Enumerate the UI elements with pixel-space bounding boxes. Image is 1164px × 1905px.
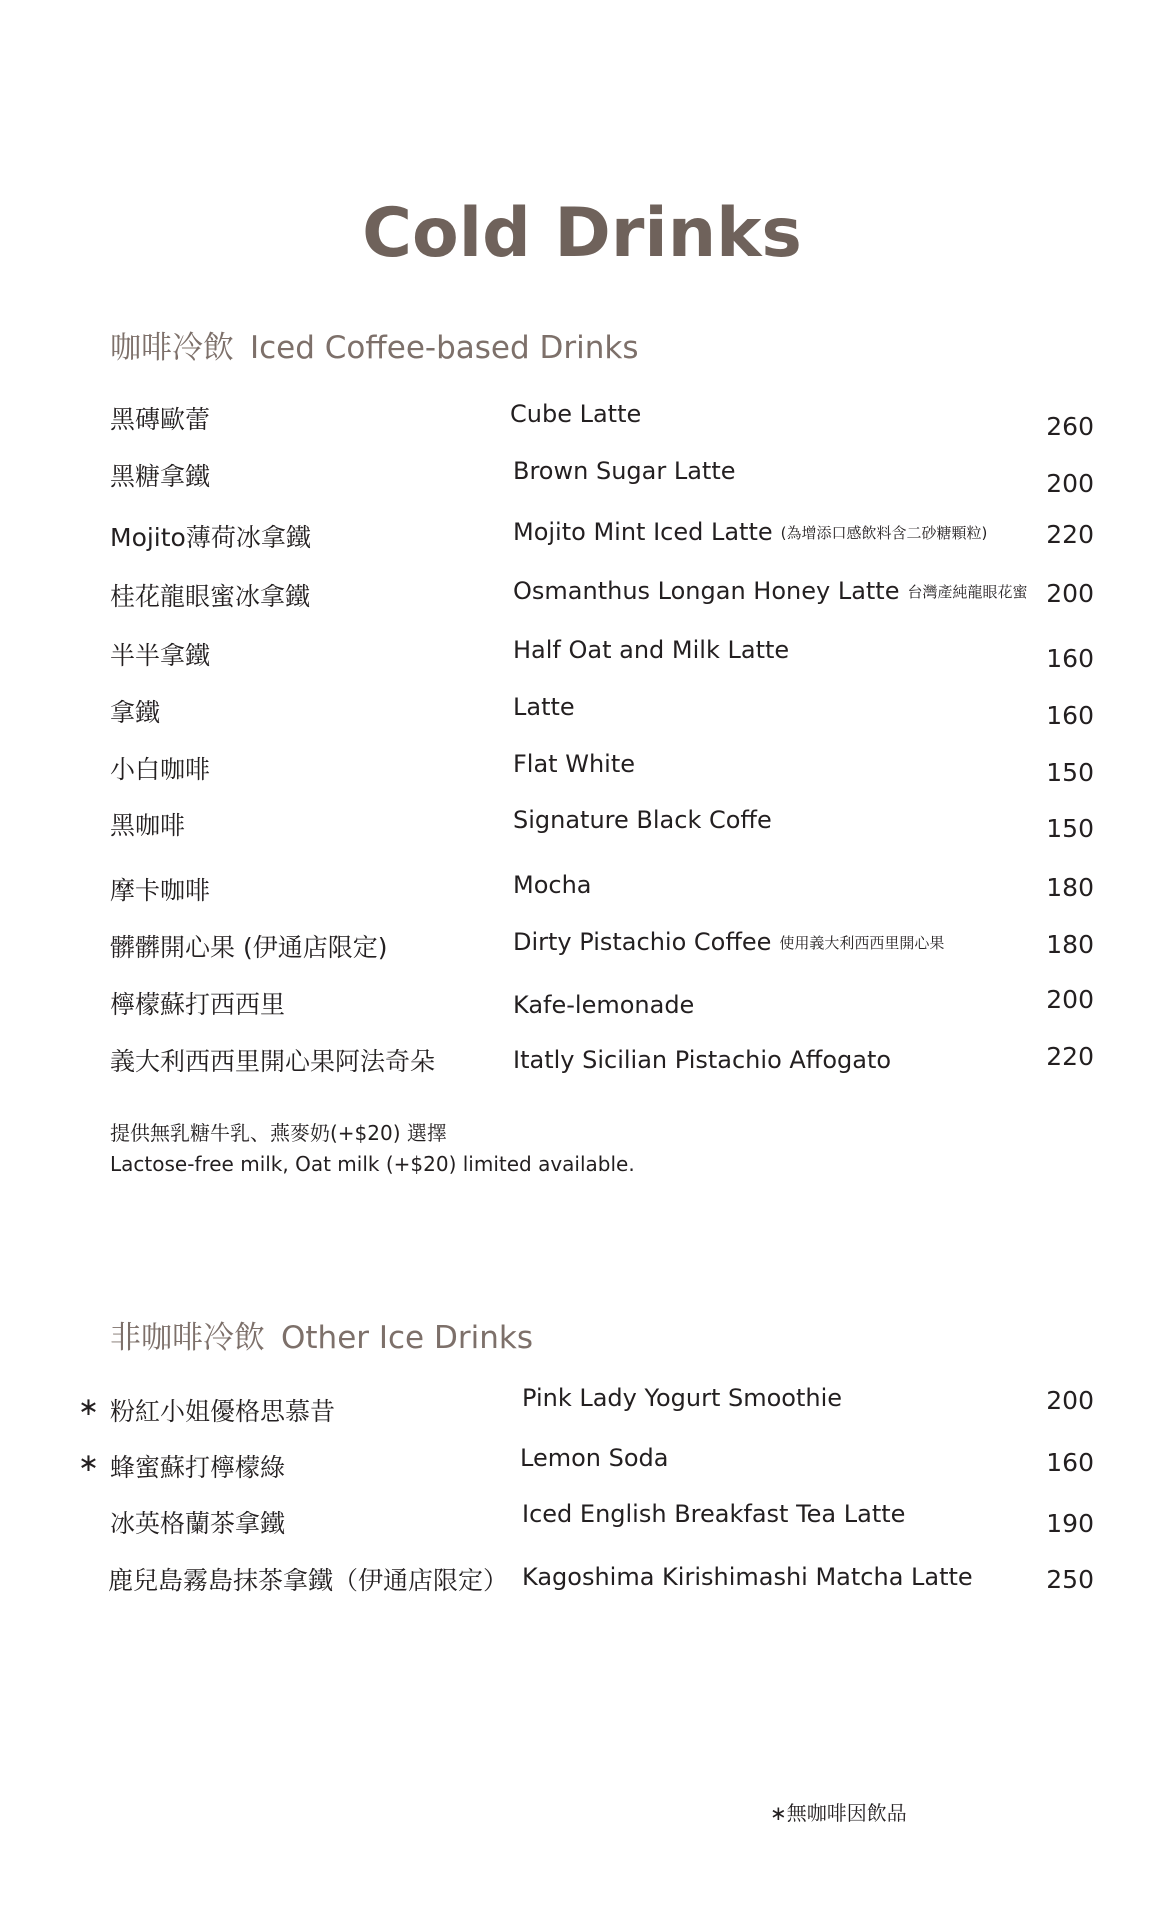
item-name-zh: 黑咖啡 bbox=[110, 811, 186, 840]
item-price: 220 bbox=[1046, 1042, 1094, 1071]
item-price: 180 bbox=[1046, 873, 1094, 902]
item-name-zh: 黑磚歐蕾 bbox=[110, 405, 211, 434]
item-name-zh: 粉紅小姐優格思慕昔 bbox=[110, 1397, 336, 1426]
section-heading-zh: 咖啡冷飲 bbox=[110, 330, 234, 366]
item-price: 250 bbox=[1046, 1565, 1094, 1594]
item-name-en-text: Dirty Pistachio Coffee bbox=[513, 928, 772, 956]
menu-item bbox=[0, 577, 1164, 617]
milk-options-note bbox=[110, 1118, 635, 1180]
item-name-zh: 髒髒開心果 (伊通店限定) bbox=[110, 933, 388, 962]
milk-options-zh: 提供無乳糖牛乳、燕麥奶(+$20) 選擇 bbox=[110, 1121, 447, 1145]
item-name-zh: 半半拿鐵 bbox=[110, 641, 211, 670]
item-name-zh: 摩卡咖啡 bbox=[110, 876, 211, 905]
item-name-en: Half Oat and Milk Latte bbox=[513, 636, 790, 664]
menu-item bbox=[0, 693, 1164, 733]
menu-item bbox=[0, 1042, 1164, 1082]
section-heading-en: Other Ice Drinks bbox=[281, 1320, 533, 1356]
item-name-zh: 小白咖啡 bbox=[110, 755, 211, 784]
item-price: 150 bbox=[1046, 758, 1094, 787]
milk-options-en: Lactose-free milk, Oat milk (+$20) limited available. bbox=[110, 1152, 635, 1176]
item-note: (為增添口感飲料含二砂糖顆粒) bbox=[780, 524, 988, 542]
item-price: 190 bbox=[1046, 1509, 1094, 1538]
section-heading-coffee bbox=[110, 322, 639, 367]
item-name-en: Cube Latte bbox=[510, 400, 642, 428]
item-note: 使用義大利西西里開心果 bbox=[779, 934, 945, 952]
menu-item bbox=[0, 928, 1164, 968]
menu-item bbox=[0, 871, 1164, 911]
item-price: 180 bbox=[1046, 930, 1094, 959]
item-name-en: Iced English Breakfast Tea Latte bbox=[522, 1500, 906, 1528]
item-name-en: Flat White bbox=[513, 750, 636, 778]
item-name-zh: 桂花龍眼蜜冰拿鐵 bbox=[110, 582, 311, 611]
item-name-en: Brown Sugar Latte bbox=[513, 457, 736, 485]
item-name-zh: 黑糖拿鐵 bbox=[110, 462, 211, 491]
item-name-en: Kagoshima Kirishimashi Matcha Latte bbox=[522, 1563, 973, 1591]
menu-item bbox=[0, 1561, 1164, 1601]
item-name-en: Lemon Soda bbox=[520, 1444, 669, 1472]
menu-item bbox=[0, 400, 1164, 440]
item-price: 150 bbox=[1046, 814, 1094, 843]
item-name-en: Latte bbox=[513, 693, 575, 721]
menu-title: Cold Drinks bbox=[362, 193, 802, 273]
decaf-star-icon: ∗ bbox=[78, 1448, 99, 1477]
menu-item bbox=[0, 457, 1164, 497]
item-price: 160 bbox=[1046, 644, 1094, 673]
menu-item bbox=[0, 518, 1164, 558]
item-name-zh: 拿鐵 bbox=[110, 698, 161, 727]
item-name-en-text: Osmanthus Longan Honey Latte bbox=[513, 577, 900, 605]
item-price: 200 bbox=[1046, 469, 1094, 498]
item-price: 200 bbox=[1046, 985, 1094, 1014]
section-heading-other bbox=[110, 1312, 533, 1357]
item-name-zh: 義大利西西里開心果阿法奇朵 bbox=[110, 1047, 436, 1076]
item-name-en bbox=[513, 928, 944, 956]
item-price: 260 bbox=[1046, 412, 1094, 441]
section-heading-en: Iced Coffee-based Drinks bbox=[250, 330, 639, 366]
menu-item bbox=[0, 1384, 1164, 1432]
item-name-en bbox=[513, 518, 987, 546]
item-price: 220 bbox=[1046, 520, 1094, 549]
item-price: 160 bbox=[1046, 701, 1094, 730]
decaf-star-icon: ∗ bbox=[78, 1392, 99, 1421]
item-name-en: Signature Black Coffe bbox=[513, 806, 772, 834]
item-name-zh: 鹿兒島霧島抹茶拿鐵（伊通店限定） bbox=[108, 1566, 509, 1595]
item-name-en-text: Mojito Mint Iced Latte bbox=[513, 518, 773, 546]
item-price: 160 bbox=[1046, 1448, 1094, 1477]
item-name-zh: 蜂蜜蘇打檸檬綠 bbox=[110, 1453, 286, 1482]
menu-item bbox=[0, 985, 1164, 1025]
item-name-zh: 檸檬蘇打西西里 bbox=[110, 990, 286, 1019]
item-price: 200 bbox=[1046, 579, 1094, 608]
item-name-en: Itatly Sicilian Pistachio Affogato bbox=[513, 1046, 892, 1074]
section-heading-zh: 非咖啡冷飲 bbox=[110, 1320, 265, 1356]
item-name-zh: 冰英格蘭茶拿鐵 bbox=[110, 1509, 286, 1538]
item-name-en bbox=[513, 577, 1028, 605]
item-name-en: Kafe-lemonade bbox=[513, 991, 695, 1019]
item-name-en: Mocha bbox=[513, 871, 592, 899]
item-note: 台灣產純龍眼花蜜 bbox=[907, 583, 1028, 601]
item-name-en: Pink Lady Yogurt Smoothie bbox=[522, 1384, 843, 1412]
menu-item bbox=[0, 1444, 1164, 1488]
item-name-zh: Mojito薄荷冰拿鐵 bbox=[110, 523, 311, 552]
decaf-legend: ∗無咖啡因飲品 bbox=[770, 1801, 907, 1825]
menu-item bbox=[0, 806, 1164, 846]
menu-item bbox=[0, 636, 1164, 676]
menu-item bbox=[0, 1500, 1164, 1544]
item-price: 200 bbox=[1046, 1386, 1094, 1415]
menu-item bbox=[0, 750, 1164, 790]
